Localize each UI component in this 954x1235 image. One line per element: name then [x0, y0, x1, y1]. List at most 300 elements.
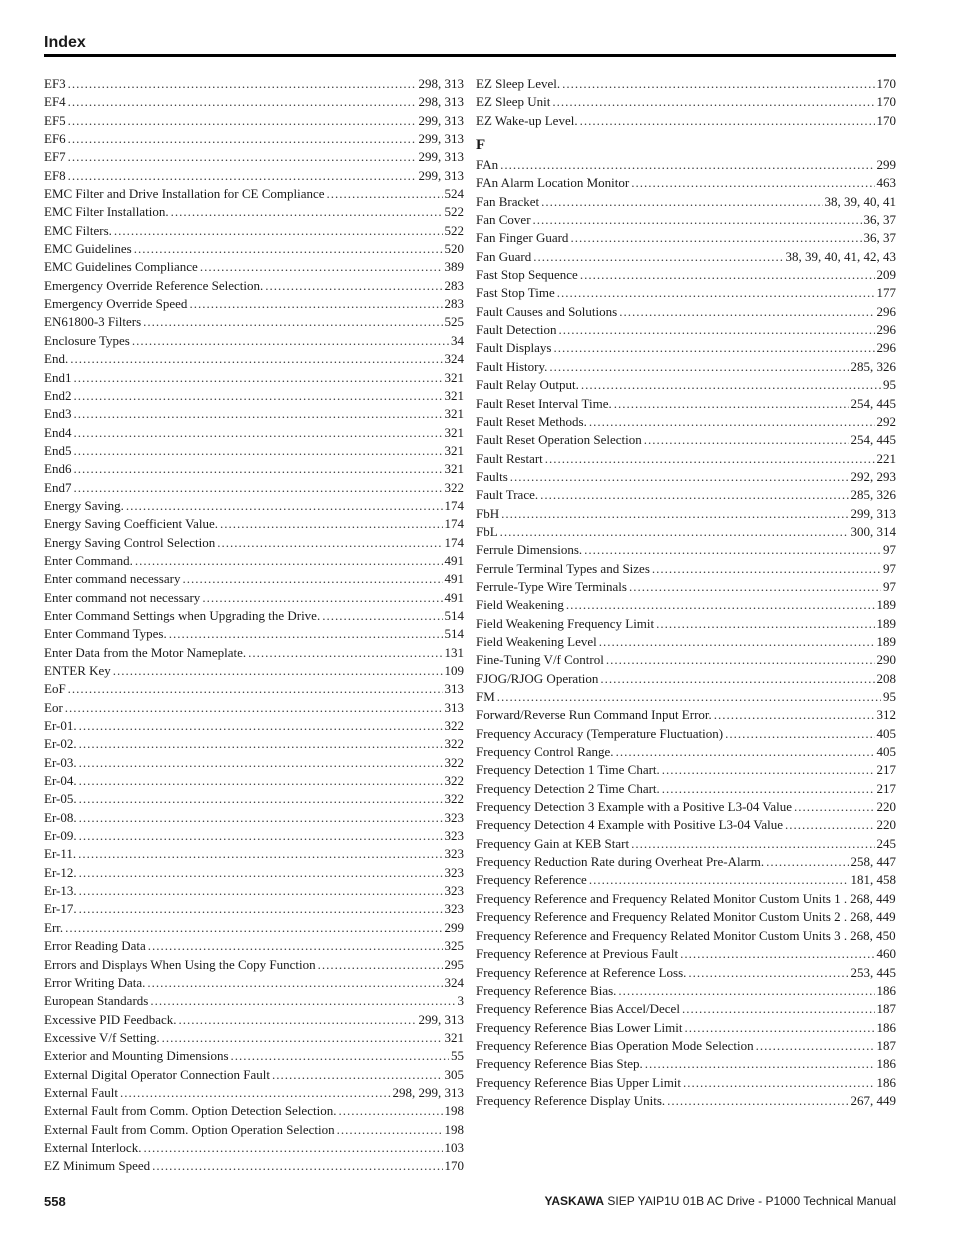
index-pages: 299, 313 [418, 149, 464, 165]
leader-dots [272, 1066, 443, 1084]
leader-dots [179, 1011, 417, 1029]
index-pages: 491 [444, 571, 464, 587]
leader-dots [73, 387, 442, 405]
leader-dots [580, 112, 875, 130]
index-pages: 299 [876, 157, 896, 173]
leader-dots [616, 743, 875, 761]
leader-dots [143, 1139, 442, 1157]
index-pages: 258, 447 [850, 854, 896, 870]
index-entry [44, 442, 464, 460]
index-pages: 174 [444, 534, 464, 550]
index-entry [44, 258, 464, 276]
index-entry [476, 982, 896, 1000]
index-pages: 514 [444, 607, 464, 623]
index-term: Frequency Detection 2 Time Chart. [476, 780, 660, 796]
index-pages: 283 [444, 296, 464, 312]
leader-dots [756, 1037, 875, 1055]
index-entry [476, 193, 896, 211]
index-term: Fault Trace. [476, 487, 539, 503]
index-term: Fault Reset Operation Selection [476, 432, 642, 448]
index-pages: 38, 39, 40, 41, 42, 43 [785, 248, 896, 264]
index-entry [476, 266, 896, 284]
index-entry [44, 754, 464, 772]
leader-dots [182, 570, 442, 588]
leader-dots [631, 835, 874, 853]
index-entry [476, 578, 896, 596]
index-pages: 299, 313 [418, 112, 464, 128]
index-term: Fault Relay Output. [476, 377, 579, 393]
leader-dots [73, 369, 442, 387]
leader-dots [589, 871, 849, 889]
leader-dots [200, 258, 443, 276]
index-pages: 131 [444, 644, 464, 660]
index-pages: 389 [444, 259, 464, 275]
leader-dots [589, 413, 875, 431]
index-entry [476, 376, 896, 394]
index-term: Frequency Reference and Frequency Related Monitor Custom Units 3 . [476, 927, 848, 943]
index-term: FbL [476, 523, 498, 539]
index-term: Fault Causes and Solutions [476, 303, 618, 319]
leader-dots [79, 735, 443, 753]
index-term: Er-12. [44, 864, 77, 880]
index-entry [476, 615, 896, 633]
index-pages: 245 [876, 835, 896, 851]
index-entry [44, 864, 464, 882]
index-entry [44, 240, 464, 258]
index-entry [476, 964, 896, 982]
footer-manual-title [544, 1194, 896, 1208]
index-entry [44, 937, 464, 955]
leader-dots [683, 1074, 874, 1092]
leader-dots [143, 313, 442, 331]
leader-dots [545, 450, 875, 468]
index-term: EF4 [44, 94, 66, 110]
index-entry [476, 468, 896, 486]
index-term: European Standards [44, 993, 149, 1009]
index-term: EMC Guidelines Compliance [44, 259, 198, 275]
leader-dots [766, 853, 848, 871]
index-term: ENTER Key [44, 663, 111, 678]
leader-dots [629, 578, 881, 596]
leader-dots [68, 93, 417, 111]
index-entry [476, 798, 896, 816]
index-pages: 305 [444, 1066, 464, 1082]
index-entry [476, 945, 896, 963]
index-entry [44, 1029, 464, 1047]
index-term: Fault Restart [476, 450, 543, 466]
index-pages: 189 [876, 597, 896, 613]
index-entry [44, 497, 464, 515]
index-entry [44, 1066, 464, 1084]
leader-dots [549, 358, 848, 376]
index-column-right [476, 75, 896, 1110]
index-term: Exterior and Mounting Dimensions [44, 1048, 229, 1064]
index-pages: 198 [444, 1121, 464, 1137]
index-pages: 323 [444, 883, 464, 899]
index-pages: 299, 313 [850, 505, 896, 521]
leader-dots [65, 699, 443, 717]
index-entry [476, 248, 896, 266]
index-entry [44, 148, 464, 166]
index-entry [476, 1037, 896, 1055]
index-term: EF3 [44, 76, 66, 91]
index-entry [476, 596, 896, 614]
index-pages: 298, 299, 313 [392, 1084, 464, 1100]
index-pages: 323 [444, 901, 464, 917]
index-term: Frequency Reference Bias Lower Limit [476, 1019, 683, 1035]
index-entry [44, 717, 464, 735]
index-column-left [44, 75, 464, 1176]
index-pages: 253, 445 [850, 964, 896, 980]
index-entry [44, 313, 464, 331]
leader-dots [619, 303, 874, 321]
leader-dots [68, 167, 417, 185]
index-term: Eor [44, 699, 63, 715]
index-pages: 524 [444, 186, 464, 202]
index-entry [44, 295, 464, 313]
index-term: External Fault [44, 1084, 119, 1100]
index-entry [44, 387, 464, 405]
index-term: EZ Wake-up Level. [476, 112, 578, 128]
index-pages: 522 [444, 204, 464, 220]
index-entry [476, 174, 896, 192]
index-entry [44, 662, 464, 680]
index-pages: 405 [876, 744, 896, 760]
leader-dots [541, 193, 822, 211]
leader-dots [794, 798, 874, 816]
index-term: Fan Cover [476, 212, 531, 228]
index-pages: 296 [876, 322, 896, 338]
index-term: End4 [44, 424, 72, 440]
index-pages: 300, 314 [850, 523, 896, 539]
index-pages: 299, 313 [418, 167, 464, 183]
leader-dots [533, 211, 862, 229]
index-pages: 324 [444, 351, 464, 367]
index-term: EF7 [44, 149, 66, 165]
leader-dots [79, 754, 443, 772]
leader-dots [533, 248, 783, 266]
index-entry [44, 1102, 464, 1120]
index-term: Er-13. [44, 883, 77, 899]
index-pages: 268, 449 [850, 909, 896, 925]
index-entry [44, 405, 464, 423]
index-pages: 268, 449 [850, 890, 896, 906]
leader-dots [785, 816, 875, 834]
index-entry [476, 835, 896, 853]
index-pages: 3 [457, 993, 464, 1009]
leader-dots [68, 112, 417, 130]
index-term: Field Weakening [476, 597, 564, 613]
index-entry [44, 1084, 464, 1102]
index-pages: 491 [444, 589, 464, 605]
index-pages: 208 [876, 670, 896, 686]
leader-dots [171, 203, 443, 221]
index-entry [44, 1011, 464, 1029]
index-entry [476, 1019, 896, 1037]
index-entry [476, 1074, 896, 1092]
index-term: External Fault from Comm. Option Detection Selection. [44, 1103, 337, 1119]
index-pages: 491 [444, 552, 464, 568]
index-term: Frequency Detection 1 Time Chart. [476, 762, 660, 778]
index-entry [476, 321, 896, 339]
index-pages: 460 [876, 946, 896, 962]
leader-dots [566, 596, 875, 614]
index-pages: 323 [444, 828, 464, 844]
index-term: Frequency Reference Bias. [476, 982, 617, 998]
index-term: EF5 [44, 112, 66, 128]
leader-dots [606, 651, 875, 669]
index-term: Er-11. [44, 846, 77, 862]
leader-dots [337, 1121, 443, 1139]
index-entry [476, 780, 896, 798]
index-pages: 186 [876, 982, 896, 998]
index-term: Frequency Reference and Frequency Related Monitor Custom Units 2 . [476, 909, 848, 925]
index-term: EN61800-3 Filters [44, 314, 142, 330]
index-term: Er-02. [44, 736, 77, 752]
leader-dots [662, 780, 875, 798]
index-pages: 283 [444, 277, 464, 293]
index-entry [44, 112, 464, 130]
index-entry [476, 890, 896, 907]
index-entry [44, 1047, 464, 1065]
index-term: Frequency Detection 4 Example with Positive L3-04 Value [476, 817, 783, 833]
index-term: EZ Sleep Level. [476, 76, 561, 91]
index-entry [44, 735, 464, 753]
index-pages: 268, 450 [850, 927, 896, 943]
index-pages: 186 [876, 1019, 896, 1035]
leader-dots [79, 900, 443, 918]
index-term: EZ Sleep Unit [476, 94, 551, 110]
leader-dots [79, 827, 443, 845]
index-pages: 298, 313 [418, 94, 464, 110]
index-pages: 181, 458 [850, 872, 896, 888]
index-entry [44, 992, 464, 1010]
index-pages: 95 [883, 377, 896, 393]
index-entry [476, 927, 896, 944]
index-entry [476, 1000, 896, 1018]
index-entry [44, 919, 464, 937]
index-entry [44, 332, 464, 350]
index-pages: 187 [876, 1038, 896, 1053]
leader-dots [152, 1157, 442, 1175]
leader-dots [714, 706, 875, 724]
index-term: Er-08. [44, 809, 77, 825]
index-entry [44, 772, 464, 790]
leader-dots [134, 240, 443, 258]
index-pages: 267, 449 [850, 1093, 896, 1109]
index-pages: 322 [444, 773, 464, 789]
leader-dots [500, 156, 874, 174]
index-pages: 296 [876, 303, 896, 319]
leader-dots [656, 615, 874, 633]
index-pages: 220 [876, 817, 896, 833]
leader-dots [79, 790, 443, 808]
leader-dots [338, 1102, 442, 1120]
index-term: Fast Stop Time [476, 285, 555, 301]
index-entry [44, 1139, 464, 1157]
leader-dots [510, 468, 849, 486]
index-pages: 322 [444, 479, 464, 495]
index-pages: 36, 37 [863, 230, 896, 246]
index-entry [476, 743, 896, 761]
index-term: Emergency Override Reference Selection. [44, 277, 264, 293]
index-pages: 177 [876, 285, 896, 301]
index-term: End2 [44, 387, 72, 403]
index-term: EZ Minimum Speed [44, 1158, 151, 1174]
index-entry [476, 871, 896, 889]
index-entry [44, 1157, 464, 1175]
index-pages: 38, 39, 40, 41 [824, 193, 896, 209]
leader-dots [500, 523, 849, 541]
leader-dots [202, 589, 442, 607]
index-pages: 186 [876, 1074, 896, 1090]
index-term: EMC Filters. [44, 222, 112, 238]
index-term: Enter command not necessary [44, 589, 201, 605]
index-pages: 321 [444, 369, 464, 385]
index-entry [44, 790, 464, 808]
index-entry [44, 845, 464, 863]
index-entry [476, 431, 896, 449]
leader-dots [79, 864, 443, 882]
index-term: External Digital Operator Connection Fault [44, 1066, 270, 1082]
page-title: Index [44, 34, 86, 51]
index-entry [44, 644, 464, 662]
index-pages: 322 [444, 791, 464, 807]
index-pages: 95 [883, 689, 896, 704]
index-term: End. [44, 351, 69, 367]
index-term: FbH [476, 505, 500, 521]
index-pages: 514 [444, 626, 464, 642]
leader-dots [73, 479, 442, 497]
index-pages: 189 [876, 633, 896, 649]
index-term: EF8 [44, 167, 66, 183]
index-term: Error Writing Data. [44, 974, 146, 990]
index-term: Frequency Control Range. [476, 744, 614, 760]
index-entry [44, 680, 464, 698]
index-pages: 321 [444, 424, 464, 440]
index-pages: 313 [444, 681, 464, 697]
index-term: Fault Reset Interval Time. [476, 395, 612, 411]
leader-dots [169, 625, 443, 643]
leader-dots [147, 974, 442, 992]
index-entry [476, 560, 896, 578]
index-pages: 312 [876, 707, 896, 723]
index-entry [476, 211, 896, 229]
index-pages: 170 [876, 76, 896, 91]
index-pages: 324 [444, 974, 464, 990]
leader-dots [600, 670, 874, 688]
index-entry [476, 413, 896, 431]
index-term: End5 [44, 442, 72, 458]
leader-dots [220, 515, 442, 533]
index-entry [476, 505, 896, 523]
index-entry [476, 395, 896, 413]
index-entry [44, 203, 464, 221]
index-entry [476, 450, 896, 468]
index-term: FJOG/RJOG Operation [476, 670, 599, 686]
index-term: Energy Saving. [44, 497, 124, 513]
index-entry [44, 956, 464, 974]
index-pages: 322 [444, 736, 464, 752]
index-pages: 187 [876, 1001, 896, 1017]
index-pages: 296 [876, 340, 896, 356]
index-entry [44, 167, 464, 185]
index-pages: 55 [451, 1048, 464, 1064]
index-pages: 321 [444, 387, 464, 403]
index-pages: 174 [444, 516, 464, 532]
index-entry [44, 369, 464, 387]
leader-dots [552, 93, 874, 111]
index-term: Frequency Reference and Frequency Related Monitor Custom Units 1 . [476, 890, 848, 906]
index-entry [476, 93, 896, 111]
index-entry [44, 93, 464, 111]
index-pages: 321 [444, 461, 464, 477]
index-pages: 174 [444, 497, 464, 513]
index-entry [476, 339, 896, 357]
index-term: Ferrule Terminal Types and Sizes [476, 560, 650, 576]
index-term: Field Weakening Frequency Limit [476, 615, 655, 631]
index-term: Ferrule-Type Wire Terminals [476, 578, 627, 594]
leader-dots [599, 633, 875, 651]
index-term: Forward/Reverse Run Command Input Error. [476, 707, 712, 723]
index-entry [476, 229, 896, 247]
leader-dots [680, 945, 874, 963]
index-pages: 463 [876, 175, 896, 191]
index-pages: 217 [876, 762, 896, 778]
index-pages: 321 [444, 1029, 464, 1045]
leader-dots [667, 1092, 848, 1110]
leader-dots [662, 761, 875, 779]
leader-dots [162, 1029, 443, 1047]
index-term: Frequency Reference Bias Accel/Decel [476, 1001, 680, 1017]
index-entry [476, 1055, 896, 1073]
index-entry [44, 185, 464, 203]
index-pages: 323 [444, 846, 464, 862]
index-term: Enter Command. [44, 552, 133, 568]
index-pages: 103 [444, 1139, 464, 1155]
index-entry [476, 853, 896, 871]
leader-dots [327, 185, 443, 203]
index-entry [44, 277, 464, 295]
index-term: Fan Bracket [476, 193, 540, 209]
index-pages: 525 [444, 314, 464, 330]
leader-dots [614, 395, 849, 413]
leader-dots [618, 982, 874, 1000]
index-term: FM [476, 689, 495, 704]
index-term: Excessive PID Feedback. [44, 1011, 177, 1027]
index-term: Frequency Accuracy (Temperature Fluctuation) [476, 725, 724, 741]
index-pages: 405 [876, 725, 896, 741]
page-number: 558 [44, 1194, 66, 1209]
index-term: Enter Data from the Motor Nameplate. [44, 644, 247, 660]
index-term: EMC Filter Installation. [44, 204, 169, 220]
index-entry [44, 515, 464, 533]
index-pages: 220 [876, 799, 896, 815]
index-entry [476, 688, 896, 706]
leader-dots [150, 992, 455, 1010]
index-term: Frequency Reference at Previous Fault [476, 946, 679, 962]
leader-dots [114, 222, 443, 240]
index-entry [44, 699, 464, 717]
index-term: Ferrule Dimensions. [476, 542, 583, 558]
index-term: EMC Guidelines [44, 241, 132, 257]
index-pages: 285, 326 [850, 487, 896, 503]
index-entry [44, 882, 464, 900]
index-term: EF6 [44, 131, 66, 147]
leader-dots [557, 284, 875, 302]
leader-dots [189, 295, 442, 313]
index-term: Er-09. [44, 828, 77, 844]
